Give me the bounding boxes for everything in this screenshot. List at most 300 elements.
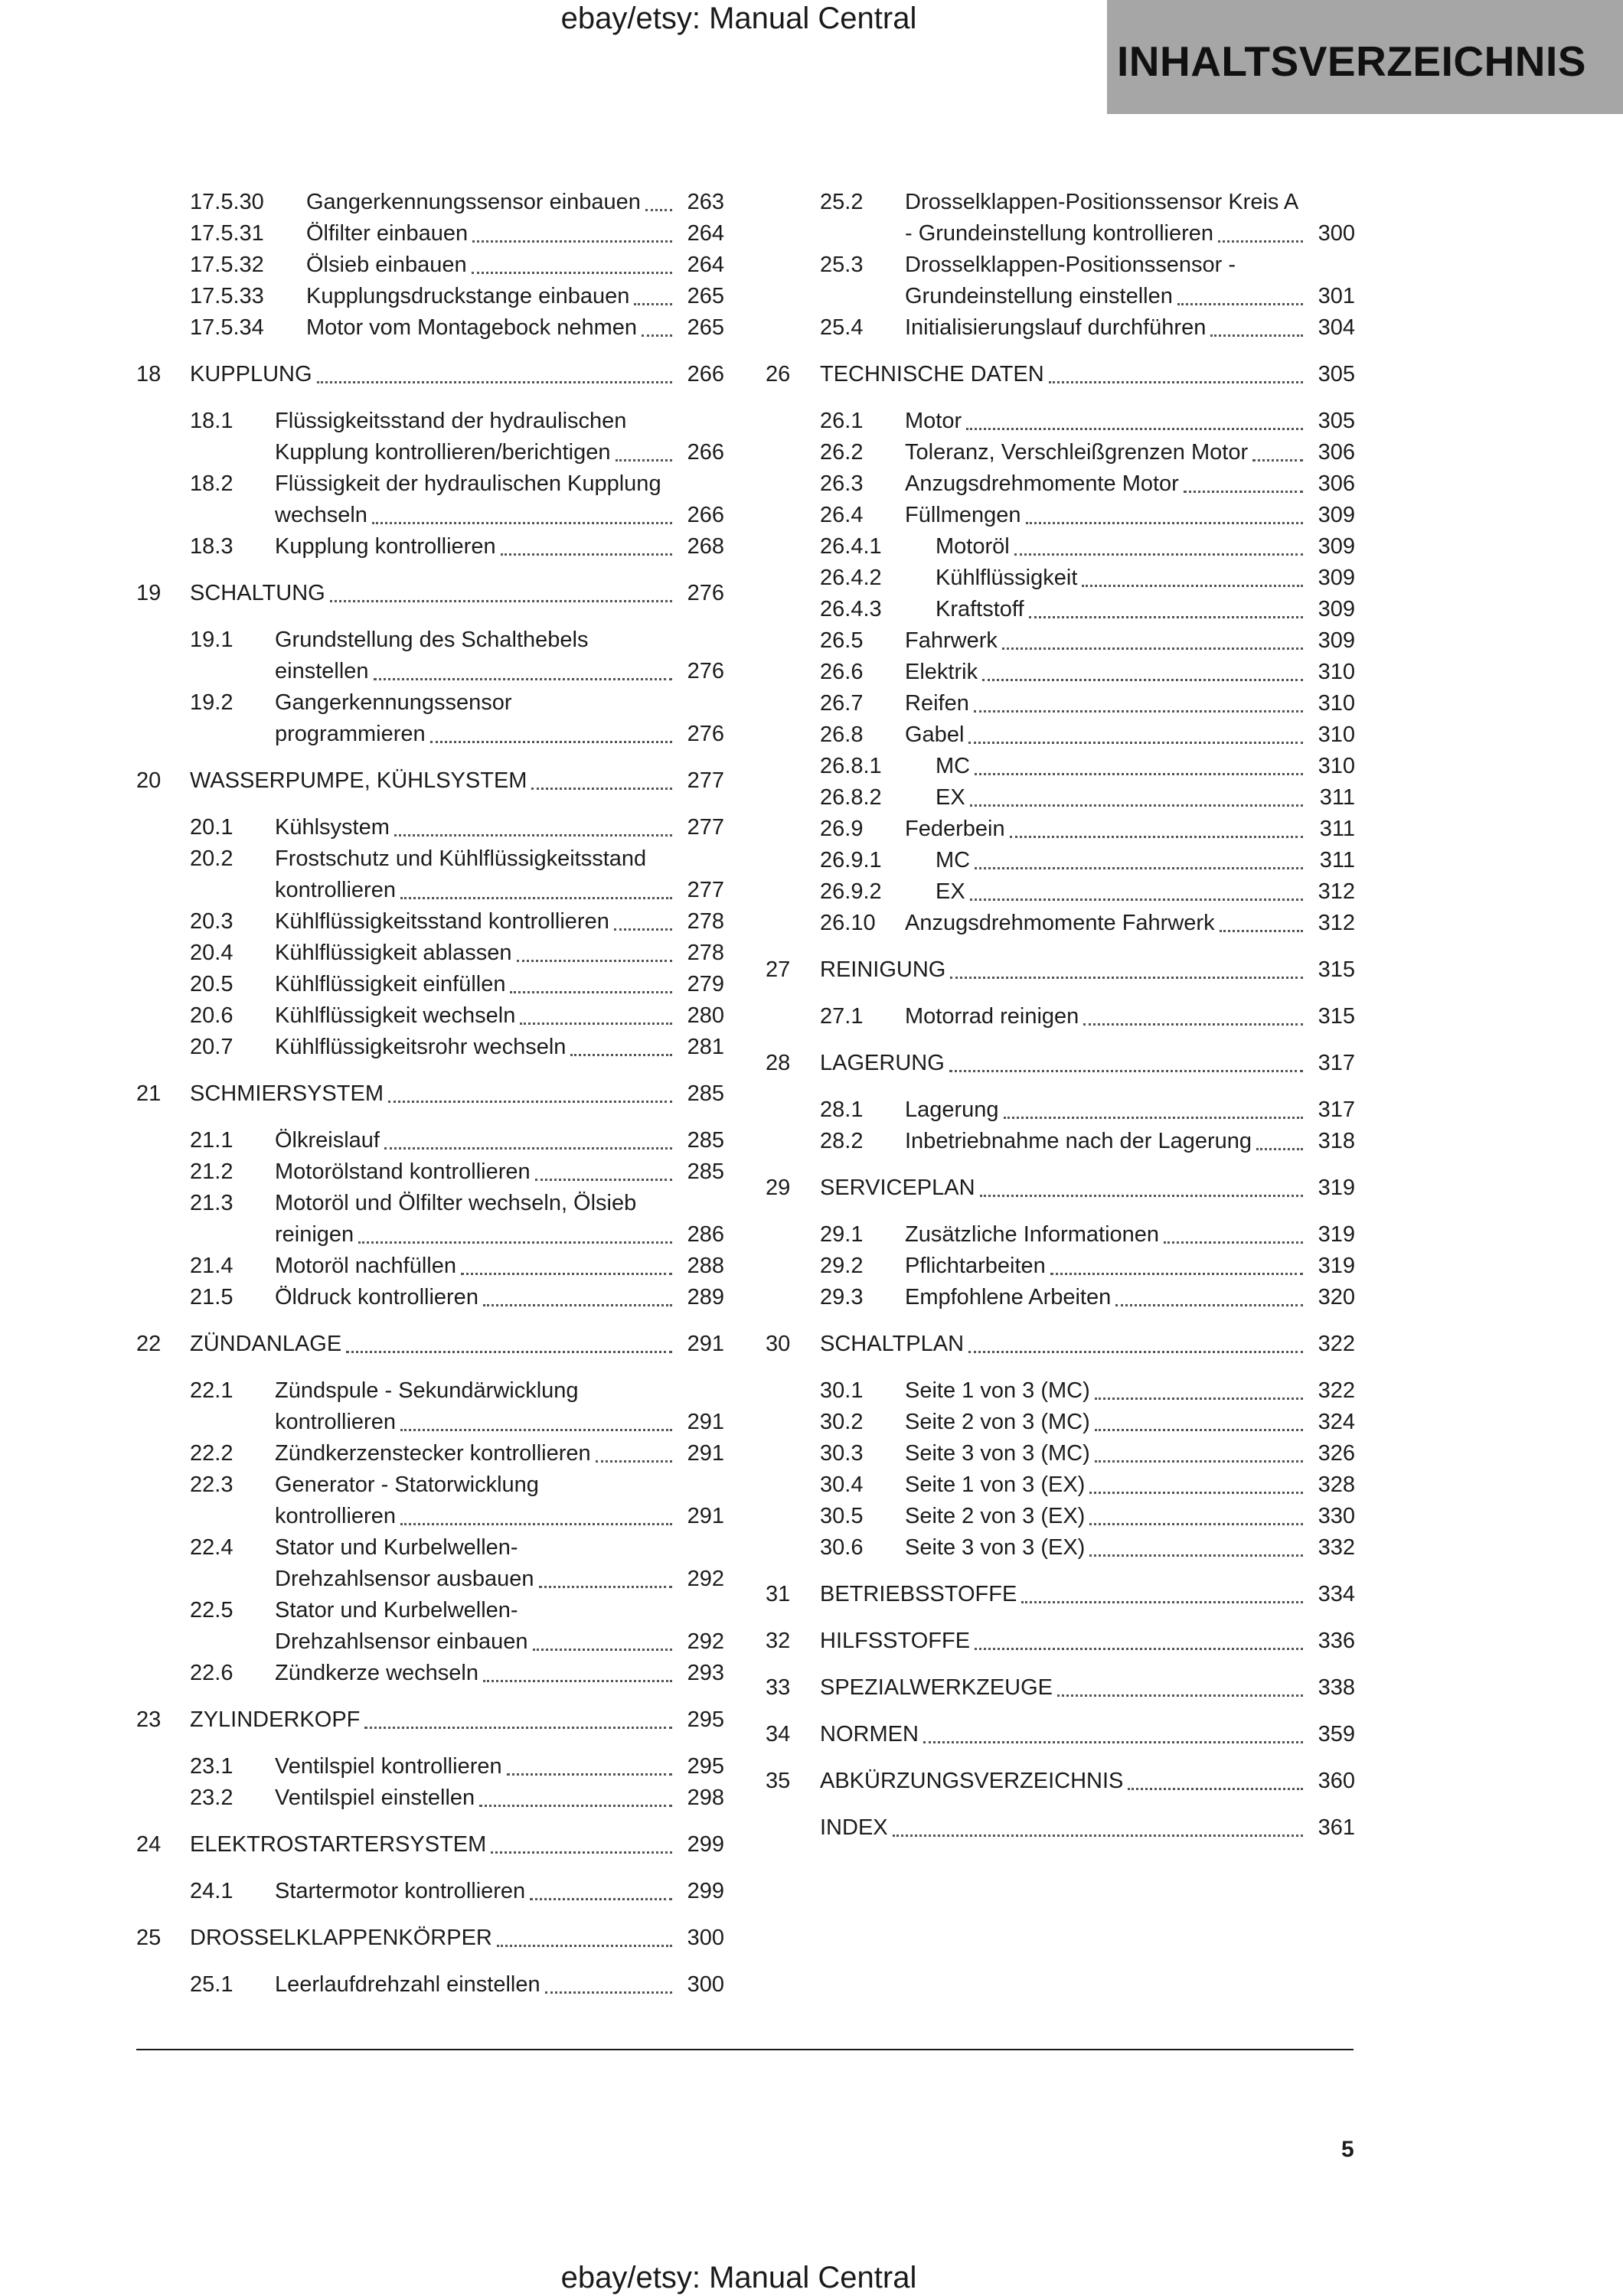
- toc-entry-number: 28: [766, 1051, 791, 1075]
- dot-leader: [400, 1429, 672, 1431]
- dot-leader: [634, 303, 672, 305]
- toc-entry-number: 26.8.1: [820, 754, 882, 778]
- dot-leader: [1004, 1117, 1303, 1119]
- toc-section-entry[interactable]: [766, 468, 1355, 500]
- toc-entry-number: 22: [136, 1332, 162, 1356]
- toc-entry-number: 26.3: [820, 471, 864, 496]
- toc-left-column: [136, 187, 724, 2001]
- toc-page-number: 277: [687, 815, 724, 840]
- toc-entry-number: 29.3: [820, 1285, 864, 1309]
- toc-entry-title: Kühlflüssigkeit ablassen: [275, 941, 512, 965]
- toc-entry-title: Seite 2 von 3 (MC): [905, 1410, 1090, 1434]
- toc-chapter-entry[interactable]: [136, 1329, 724, 1360]
- toc-chapter-entry[interactable]: [766, 1719, 1355, 1750]
- dot-leader: [1021, 1601, 1303, 1603]
- dot-leader: [1128, 1788, 1303, 1790]
- toc-page-number: 361: [1318, 1815, 1355, 1840]
- dot-leader: [970, 804, 1303, 807]
- toc-entry-number: 26.7: [820, 691, 864, 716]
- toc-entry-title: Flüssigkeitsstand der hydraulischen: [275, 409, 627, 433]
- dot-leader: [461, 1273, 672, 1275]
- toc-page-number: 319: [1318, 1254, 1355, 1278]
- toc-entry-title: Reifen: [905, 691, 969, 716]
- toc-entry-number: 23.1: [190, 1754, 233, 1779]
- toc-section-entry[interactable]: [766, 249, 1355, 312]
- toc-entry-title: KUPPLUNG: [190, 362, 312, 386]
- toc-entry-title: EX: [936, 785, 965, 810]
- toc-page-number: 285: [687, 1128, 724, 1153]
- toc-page-number: 265: [687, 315, 724, 340]
- toc-entry-number: 25.4: [820, 315, 864, 340]
- dot-leader: [968, 742, 1303, 744]
- bottom-watermark: ebay/etsy: Manual Central: [560, 2261, 917, 2294]
- toc-section-entry[interactable]: [766, 625, 1355, 657]
- toc-chapter-entry[interactable]: [136, 765, 724, 797]
- toc-entry-title: Zündkerze wechseln: [275, 1661, 478, 1685]
- toc-entry-number: 22.6: [190, 1661, 233, 1685]
- toc-section-entry[interactable]: [766, 1438, 1355, 1469]
- toc-entry-number: 35: [766, 1769, 791, 1793]
- toc-section-entry[interactable]: [766, 1407, 1355, 1438]
- toc-entry-number: 27: [766, 957, 791, 982]
- toc-entry-number: 29.2: [820, 1254, 864, 1278]
- toc-page-number: 330: [1318, 1504, 1355, 1528]
- dot-leader: [364, 1727, 672, 1729]
- toc-entry-title: kontrollieren: [275, 1410, 396, 1434]
- toc-page-number: 292: [687, 1567, 724, 1591]
- toc-entry-title: Lagerung: [905, 1097, 999, 1122]
- toc-page-number: 319: [1318, 1176, 1355, 1200]
- toc-section-entry[interactable]: [136, 218, 724, 249]
- toc-page-number: 309: [1318, 503, 1355, 527]
- toc-entry-title: SERVICEPLAN: [820, 1176, 975, 1200]
- toc-page-number: 305: [1318, 362, 1355, 386]
- toc-entry-title: Gangerkennungssensor: [275, 690, 512, 715]
- dot-leader: [949, 1070, 1303, 1072]
- toc-page-number: 299: [687, 1832, 724, 1857]
- toc-section-entry[interactable]: [766, 1282, 1355, 1313]
- dot-leader: [472, 240, 672, 243]
- toc-section-entry[interactable]: [766, 657, 1355, 688]
- toc-page-number: 315: [1318, 957, 1355, 982]
- toc-entry-number: 22.5: [190, 1598, 233, 1623]
- toc-section-entry[interactable]: [766, 1219, 1355, 1251]
- toc-page-number: 298: [687, 1786, 724, 1810]
- dot-leader: [1010, 836, 1303, 838]
- toc-page-number: 285: [687, 1159, 724, 1184]
- toc-section-entry[interactable]: [136, 687, 724, 750]
- toc-entry-title: Leerlaufdrehzahl einstellen: [275, 1972, 540, 1997]
- toc-page-number: 266: [687, 362, 724, 386]
- dot-leader: [1089, 1523, 1303, 1525]
- toc-section-entry[interactable]: [136, 1125, 724, 1156]
- toc-entry-title: INDEX: [820, 1815, 888, 1840]
- dot-leader: [530, 1898, 672, 1900]
- toc-chapter-entry[interactable]: [136, 1923, 724, 1954]
- toc-entry-title: Zusätzliche Informationen: [905, 1222, 1160, 1247]
- toc-entry-title: Ventilspiel einstellen: [275, 1786, 475, 1810]
- toc-section-entry[interactable]: [136, 938, 724, 969]
- toc-section-entry[interactable]: [766, 719, 1355, 751]
- toc-entry-number: 21: [136, 1081, 162, 1106]
- dot-leader: [642, 334, 672, 337]
- toc-entry-number: 30.6: [820, 1535, 864, 1560]
- toc-entry-title: Flüssigkeit der hydraulischen Kupplung: [275, 471, 661, 496]
- toc-entry-number: 19.2: [190, 690, 233, 715]
- toc-section-entry[interactable]: [766, 751, 1355, 782]
- toc-section-entry[interactable]: [766, 814, 1355, 845]
- toc-section-entry[interactable]: [136, 1251, 724, 1282]
- toc-entry-title: Motor vom Montagebock nehmen: [306, 315, 637, 340]
- toc-entry-title: Toleranz, Verschleißgrenzen Motor: [905, 440, 1249, 465]
- toc-entry-title: Drosselklappen-Positionssensor -: [905, 253, 1236, 277]
- toc-page-number: 309: [1318, 566, 1355, 590]
- dot-leader: [1002, 647, 1303, 650]
- toc-entry-title: ZÜNDANLAGE: [190, 1332, 342, 1356]
- toc-chapter-entry[interactable]: [766, 1626, 1355, 1657]
- toc-entry-title: Drehzahlsensor ausbauen: [275, 1567, 534, 1591]
- toc-entry-number: 26: [766, 362, 791, 386]
- toc-section-entry[interactable]: [766, 1375, 1355, 1407]
- toc-page-number: 320: [1318, 1285, 1355, 1309]
- toc-section-entry[interactable]: [136, 531, 724, 563]
- toc-section-entry[interactable]: [766, 312, 1355, 344]
- toc-entry-title: EX: [936, 879, 965, 904]
- dot-leader: [497, 1945, 672, 1947]
- toc-entry-title: Kupplung kontrollieren/berichtigen: [275, 440, 611, 465]
- toc-chapter-entry[interactable]: [766, 359, 1355, 390]
- toc-entry-title: Zündspule - Sekundärwicklung: [275, 1378, 579, 1403]
- toc-entry-number: 26.9.2: [820, 879, 882, 904]
- toc-chapter-entry[interactable]: [766, 1766, 1355, 1797]
- toc-entry-number: 34: [766, 1722, 791, 1746]
- dot-leader: [520, 1022, 672, 1025]
- toc-section-entry[interactable]: [766, 563, 1355, 594]
- toc-entry-number: 30.2: [820, 1410, 864, 1434]
- toc-entry-title: Seite 1 von 3 (MC): [905, 1378, 1090, 1403]
- toc-entry-title: Grundeinstellung einstellen: [905, 284, 1173, 308]
- toc-section-entry[interactable]: [766, 594, 1355, 625]
- toc-entry-title: SCHMIERSYSTEM: [190, 1081, 384, 1106]
- toc-entry-number: 18: [136, 362, 162, 386]
- toc-section-entry[interactable]: [136, 906, 724, 938]
- dot-leader: [1115, 1304, 1303, 1306]
- toc-page-number: 318: [1318, 1129, 1355, 1153]
- toc-section-entry[interactable]: [766, 876, 1355, 908]
- toc-page-number: 317: [1318, 1097, 1355, 1122]
- toc-page-number: 311: [1319, 785, 1355, 810]
- toc-entry-title: - Grundeinstellung kontrollieren: [905, 221, 1213, 246]
- toc-page-number: 309: [1318, 534, 1355, 559]
- toc-page-number: 312: [1318, 911, 1355, 935]
- toc-entry-number: 20.3: [190, 909, 233, 934]
- dot-leader: [1220, 930, 1303, 932]
- toc-entry-title: Seite 2 von 3 (EX): [905, 1504, 1086, 1528]
- toc-section-entry[interactable]: [136, 1469, 724, 1532]
- toc-entry-title: Seite 1 von 3 (EX): [905, 1473, 1086, 1497]
- toc-entry-number: 29.1: [820, 1222, 864, 1247]
- dot-leader: [1089, 1554, 1303, 1557]
- toc-entry-number: 19.1: [190, 628, 233, 652]
- toc-entry-number: 17.5.33: [190, 284, 264, 308]
- toc-entry-number: 18.3: [190, 534, 233, 559]
- toc-entry-number: 22.2: [190, 1441, 233, 1466]
- toc-page-number: 322: [1318, 1378, 1355, 1403]
- toc-page-number: 360: [1318, 1769, 1355, 1793]
- toc-entry-title: REINIGUNG: [820, 957, 946, 982]
- toc-section-entry[interactable]: [766, 782, 1355, 814]
- toc-entry-number: 26.2: [820, 440, 864, 465]
- dot-leader: [570, 1054, 672, 1056]
- dot-leader: [430, 741, 672, 743]
- toc-chapter-entry[interactable]: [766, 1329, 1355, 1360]
- toc-entry-number: 20.2: [190, 846, 233, 871]
- toc-entry-title: Kühlflüssigkeit: [936, 566, 1078, 590]
- section-title: INHALTSVERZEICHNIS: [1116, 38, 1586, 85]
- toc-section-entry[interactable]: [766, 1501, 1355, 1532]
- toc-section-entry[interactable]: [766, 845, 1355, 876]
- toc-entry-title: MC: [936, 754, 971, 778]
- toc-entry-number: 25.2: [820, 190, 864, 214]
- toc-entry-number: 21.5: [190, 1285, 233, 1309]
- toc-section-entry[interactable]: [766, 1126, 1355, 1157]
- toc-page-number: 291: [687, 1410, 724, 1434]
- toc-entry-title: Empfohlene Arbeiten: [905, 1285, 1112, 1309]
- toc-entry-title: Kühlflüssigkeit wechseln: [275, 1003, 516, 1028]
- toc-section-entry[interactable]: [136, 969, 724, 1000]
- dot-leader: [1049, 381, 1303, 383]
- toc-entry-title: Drosselklappen-Positionssensor Kreis A: [905, 190, 1299, 214]
- toc-section-entry[interactable]: [766, 1469, 1355, 1501]
- toc-page-number: 300: [1318, 221, 1355, 246]
- toc-section-entry[interactable]: [136, 1532, 724, 1595]
- toc-section-entry[interactable]: [136, 1438, 724, 1469]
- toc-section-entry[interactable]: [136, 1751, 724, 1782]
- dot-leader: [1057, 1694, 1303, 1697]
- dot-leader: [616, 459, 672, 461]
- toc-entry-title: ABKÜRZUNGSVERZEICHNIS: [820, 1769, 1124, 1793]
- toc-page-number: 265: [687, 284, 724, 308]
- toc-chapter-entry[interactable]: [766, 1672, 1355, 1704]
- footer-divider: [136, 2049, 1354, 2050]
- dot-leader: [533, 1649, 672, 1651]
- toc-section-entry[interactable]: [136, 1032, 724, 1063]
- dot-leader: [1095, 1460, 1303, 1463]
- toc-entry-number: 24.1: [190, 1879, 233, 1903]
- toc-section-entry[interactable]: [136, 1282, 724, 1313]
- dot-leader: [491, 1851, 672, 1854]
- toc-entry-number: 21.3: [190, 1191, 233, 1215]
- toc-entry-title: Kupplung kontrollieren: [275, 534, 496, 559]
- toc-section-entry[interactable]: [136, 1156, 724, 1188]
- toc-page-number: 334: [1318, 1582, 1355, 1606]
- toc-entry-number: 30.1: [820, 1378, 864, 1403]
- toc-entry-title: Frostschutz und Kühlflüssigkeitsstand: [275, 846, 647, 871]
- toc-entry-title: Ölsieb einbauen: [306, 253, 467, 277]
- toc-section-entry[interactable]: [766, 688, 1355, 719]
- toc-section-entry[interactable]: [136, 843, 724, 906]
- dot-leader: [923, 1741, 1303, 1743]
- toc-page-number: 278: [687, 909, 724, 934]
- toc-section-entry[interactable]: [766, 500, 1355, 531]
- toc-entry-title: Fahrwerk: [905, 628, 998, 653]
- toc-entry-number: 31: [766, 1582, 791, 1606]
- toc-entry-title: einstellen: [275, 659, 369, 683]
- toc-page-number: 276: [687, 659, 724, 683]
- dot-leader: [394, 834, 672, 837]
- toc-entry-title: ELEKTROSTARTERSYSTEM: [190, 1832, 487, 1857]
- dot-leader: [975, 867, 1303, 869]
- toc-entry-number: 17.5.31: [190, 221, 264, 246]
- dot-leader: [1218, 240, 1303, 243]
- toc-entry-number: 18.2: [190, 471, 233, 496]
- toc-entry-number: 26.9.1: [820, 848, 882, 872]
- toc-page-number: 310: [1318, 691, 1355, 716]
- toc-chapter-entry[interactable]: [136, 1704, 724, 1736]
- dot-leader: [510, 991, 672, 993]
- toc-section-entry[interactable]: [136, 281, 724, 312]
- toc-section-entry[interactable]: [136, 187, 724, 218]
- toc-entry-title: Kühlflüssigkeit einfüllen: [275, 972, 506, 996]
- toc-entry-number: 21.2: [190, 1159, 233, 1184]
- dot-leader: [980, 1195, 1303, 1197]
- dot-leader: [975, 773, 1303, 775]
- toc-entry-number: 28.1: [820, 1097, 864, 1122]
- toc-entry-number: 24: [136, 1832, 162, 1857]
- toc-chapter-entry[interactable]: [766, 954, 1355, 986]
- toc-section-entry[interactable]: [136, 249, 724, 281]
- top-watermark: ebay/etsy: Manual Central: [560, 2, 917, 35]
- toc-entry-number: 26.8.2: [820, 785, 882, 810]
- toc-section-entry[interactable]: [136, 812, 724, 843]
- toc-entry-number: 20: [136, 768, 162, 793]
- toc-entry-title: Kühlflüssigkeitsstand kontrollieren: [275, 909, 609, 934]
- toc-section-entry[interactable]: [136, 1595, 724, 1658]
- toc-chapter-entry[interactable]: [136, 359, 724, 390]
- toc-entry-title: SCHALTPLAN: [820, 1332, 965, 1356]
- toc-section-entry[interactable]: [766, 437, 1355, 468]
- toc-entry-title: Startermotor kontrollieren: [275, 1879, 526, 1903]
- toc-chapter-entry[interactable]: [766, 1172, 1355, 1204]
- toc-section-entry[interactable]: [766, 1001, 1355, 1032]
- toc-section-entry[interactable]: [136, 625, 724, 687]
- toc-entry-title: Motor: [905, 409, 962, 433]
- dot-leader: [1050, 1273, 1303, 1275]
- toc-section-entry[interactable]: [766, 406, 1355, 437]
- toc-section-entry[interactable]: [136, 1188, 724, 1251]
- toc-entry-title: Pflichtarbeiten: [905, 1254, 1046, 1278]
- toc-entry-title: Kühlsystem: [275, 815, 390, 840]
- toc-entry-title: MC: [936, 848, 971, 872]
- dot-leader: [968, 1351, 1303, 1353]
- toc-section-entry[interactable]: [136, 406, 724, 468]
- toc-page-number: 281: [687, 1035, 724, 1059]
- toc-entry-number: 21.4: [190, 1254, 233, 1278]
- dot-leader: [346, 1351, 672, 1353]
- toc-page-number: 292: [687, 1629, 724, 1654]
- dot-leader: [535, 1179, 672, 1181]
- toc-entry-title: TECHNISCHE DATEN: [820, 362, 1044, 386]
- toc-entry-title: Drehzahlsensor einbauen: [275, 1629, 528, 1654]
- dot-leader: [400, 897, 672, 899]
- toc-chapter-entry[interactable]: [766, 1812, 1355, 1844]
- toc-entry-title: DROSSELKLAPPENKÖRPER: [190, 1926, 492, 1950]
- toc-chapter-entry[interactable]: [136, 1078, 724, 1110]
- toc-page-number: 299: [687, 1879, 724, 1903]
- toc-section-entry[interactable]: [136, 312, 724, 344]
- toc-entry-title: Anzugsdrehmomente Motor: [905, 471, 1179, 496]
- toc-page-number: 319: [1318, 1222, 1355, 1247]
- dot-leader: [1026, 522, 1303, 524]
- toc-entry-title: WASSERPUMPE, KÜHLSYSTEM: [190, 768, 527, 793]
- toc-page-number: 324: [1318, 1410, 1355, 1434]
- toc-section-entry[interactable]: [766, 1251, 1355, 1282]
- toc-entry-title: Kraftstoff: [936, 597, 1024, 621]
- toc-entry-title: Seite 3 von 3 (EX): [905, 1535, 1086, 1560]
- toc-entry-title: Generator - Statorwicklung: [275, 1473, 539, 1497]
- toc-chapter-entry[interactable]: [136, 578, 724, 609]
- dot-leader: [950, 977, 1303, 979]
- toc-section-entry[interactable]: [136, 1969, 724, 2001]
- toc-entry-number: 26.9: [820, 817, 864, 841]
- toc-section-entry[interactable]: [136, 1000, 724, 1032]
- toc-entry-number: 21.1: [190, 1128, 233, 1153]
- toc-entry-title: Füllmengen: [905, 503, 1021, 527]
- toc-entry-title: LAGERUNG: [820, 1051, 945, 1075]
- toc-section-entry[interactable]: [766, 187, 1355, 249]
- toc-section-entry[interactable]: [136, 1782, 724, 1814]
- toc-page-number: 306: [1318, 440, 1355, 465]
- toc-entry-number: 26.1: [820, 409, 864, 433]
- toc-entry-number: 30.3: [820, 1441, 864, 1466]
- toc-entry-number: 20.6: [190, 1003, 233, 1028]
- toc-page-number: 288: [687, 1254, 724, 1278]
- toc-entry-title: Motorrad reinigen: [905, 1004, 1079, 1029]
- toc-page-number: 305: [1318, 409, 1355, 433]
- toc-entry-number: 22.4: [190, 1535, 233, 1560]
- toc-section-entry[interactable]: [136, 1658, 724, 1689]
- toc-entry-title: reinigen: [275, 1222, 354, 1247]
- toc-entry-title: Kupplungsdruckstange einbauen: [306, 284, 630, 308]
- toc-entry-number: 30: [766, 1332, 791, 1356]
- toc-page-number: 264: [687, 253, 724, 277]
- toc-entry-title: Öldruck kontrollieren: [275, 1285, 478, 1309]
- toc-chapter-entry[interactable]: [766, 1048, 1355, 1079]
- toc-chapter-entry[interactable]: [136, 1829, 724, 1861]
- dot-leader: [596, 1460, 672, 1463]
- dot-leader: [1029, 616, 1303, 618]
- toc-section-entry[interactable]: [766, 531, 1355, 563]
- dot-leader: [388, 1101, 672, 1103]
- toc-entry-title: kontrollieren: [275, 878, 396, 902]
- toc-section-entry[interactable]: [766, 908, 1355, 939]
- toc-entry-number: 32: [766, 1629, 791, 1653]
- toc-section-entry[interactable]: [136, 1876, 724, 1907]
- toc-entry-number: 26.5: [820, 628, 864, 653]
- toc-section-entry[interactable]: [136, 1375, 724, 1438]
- toc-entry-title: SCHALTUNG: [190, 581, 325, 605]
- toc-entry-number: 26.4.1: [820, 534, 882, 559]
- toc-page-number: 310: [1318, 754, 1355, 778]
- toc-section-entry[interactable]: [136, 468, 724, 531]
- toc-entry-title: Stator und Kurbelwellen-: [275, 1535, 518, 1560]
- toc-chapter-entry[interactable]: [766, 1579, 1355, 1610]
- toc-entry-title: Ölkreislauf: [275, 1128, 380, 1153]
- toc-section-entry[interactable]: [766, 1094, 1355, 1126]
- toc-section-entry[interactable]: [766, 1532, 1355, 1564]
- dot-leader: [974, 710, 1303, 713]
- toc-entry-number: 20.5: [190, 972, 233, 996]
